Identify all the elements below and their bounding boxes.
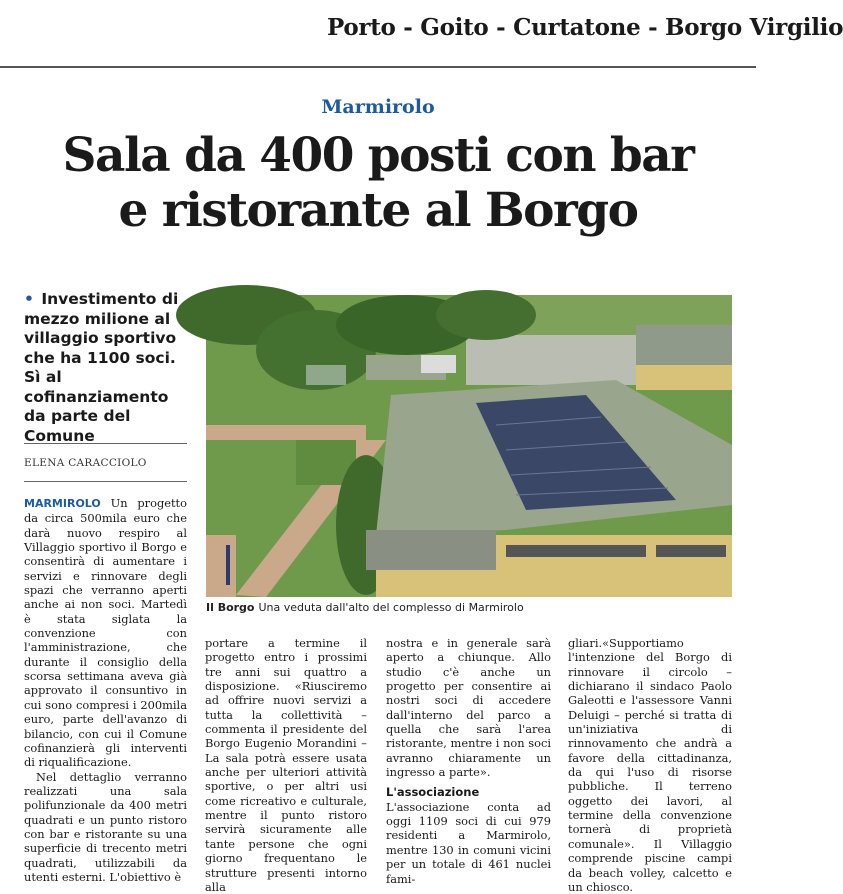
summary-deck — [24, 290, 188, 446]
divider-bottom — [24, 481, 187, 482]
article-paragraph: gliari.«Supportiamo l'intenzione del Borgo di rinnovare il circolo – dichiarano il sindaco Paolo Galeotti e l'assessore Vanni Deluigi – perché si tratta di un'iniziativa di rinnovamento che andrà a favore della cittadinanza, da qui l'uso di risorse pubbliche. Il terreno oggetto dei lavori, al termine della convenzione tornerà di proprietà comunale». Il Villaggio comprende piscine campi da beach volley, calcetto e un chiosco. — [568, 636, 732, 894]
window-strip — [656, 545, 726, 557]
window-strip — [506, 545, 646, 557]
flag-pole — [226, 545, 230, 585]
caption-label: Il Borgo — [206, 601, 255, 614]
subheading: L'associazione — [386, 785, 480, 800]
byline: ELENA CARACCIOLO — [24, 457, 147, 469]
dateline: MARMIROLO — [24, 497, 101, 510]
divider-top — [24, 443, 187, 444]
article-paragraph: L'associazione conta ad oggi 1109 soci di cui 979 residenti a Marmirolo, mentre 130 in comuni vicini per un totale di 461 nuclei fami- — [386, 799, 551, 886]
kiosk-roof — [306, 365, 346, 385]
caption-text: Una veduta dall'alto del complesso di Marmirolo — [258, 601, 524, 614]
article-column-1 — [24, 496, 187, 884]
headline-line-2: e ristorante al Borgo — [118, 183, 638, 238]
article-paragraph: MARMIROLO Un progetto da circa 500mila euro che darà nuovo respiro al Villaggio sportivo il Borgo e consentirà di aumentare i servizi e rinnovare degli spazi che verranno aperti anche ai non soci. Martedì è stata siglata la convenzione con l'amministrazione, che durante il consiglio della scorsa settimana aveva già approvato il consuntivo in cui sono compresi i 200mila euro, parte dell'avanzo di bilancio, con cui il Comune cofinanzierà gli interventi di riqualificazione. — [24, 496, 187, 770]
summary-text: Investimento di mezzo milione al villaggio sportivo che ha 1100 soci. Sì al cofinanziamento da parte del Comune — [24, 290, 179, 445]
article-paragraph: Nel dettaglio verranno realizzati una sala polifunzionale da 400 metri quadrati e un punto ristoro con bar e ristorante su una superficie di trecento metri quadrati, utilizzabili da utenti esterni. L'obiettivo è — [24, 769, 187, 884]
bullet-icon: • — [24, 290, 34, 308]
article-column-2 — [205, 636, 367, 894]
path-corner — [206, 535, 236, 597]
headline-line-1: Sala da 400 posti con bar — [62, 128, 694, 183]
walkway — [206, 425, 366, 440]
section-title: Porto - Goito - Curtatone - Borgo Virgilio — [327, 14, 843, 41]
photo-caption — [206, 601, 736, 614]
article-paragraph: portare a termine il progetto entro i prossimi tre anni sui quattro a disposizione. «Riusciremo ad offrire nuovi servizi a tutta la collettività – commenta il presidente del Borgo Eugenio Morandini – La sala potrà essere usata anche per ulteriori attività sportive, o per altri usi come ricreativo e culturale, mentre il punto ristoro servirà sicuramente alle tante persone che ogni giorno frequentano le strutture presenti intorno alla — [205, 636, 367, 894]
roof-extension — [366, 530, 496, 570]
article-column-4 — [568, 636, 732, 894]
section-header-bar — [0, 0, 843, 68]
headline — [20, 128, 736, 238]
tree-cluster — [436, 290, 536, 340]
article-paragraph: nostra e in generale sarà aperto a chiunque. Allo studio c'è anche un progetto per consentire ai nostri soci di accedere dall'interno del parco a quella che sarà l'area ristorante, mentre i non soci avranno chiaramente un ingresso a parte». — [386, 636, 551, 780]
kicker-location: Marmirolo — [321, 96, 435, 118]
article-column-3 — [386, 636, 551, 886]
pavilion-roof — [421, 355, 456, 373]
aerial-photo-illustration — [206, 295, 732, 597]
aerial-photo — [206, 295, 732, 597]
side-building-wall — [636, 365, 732, 390]
